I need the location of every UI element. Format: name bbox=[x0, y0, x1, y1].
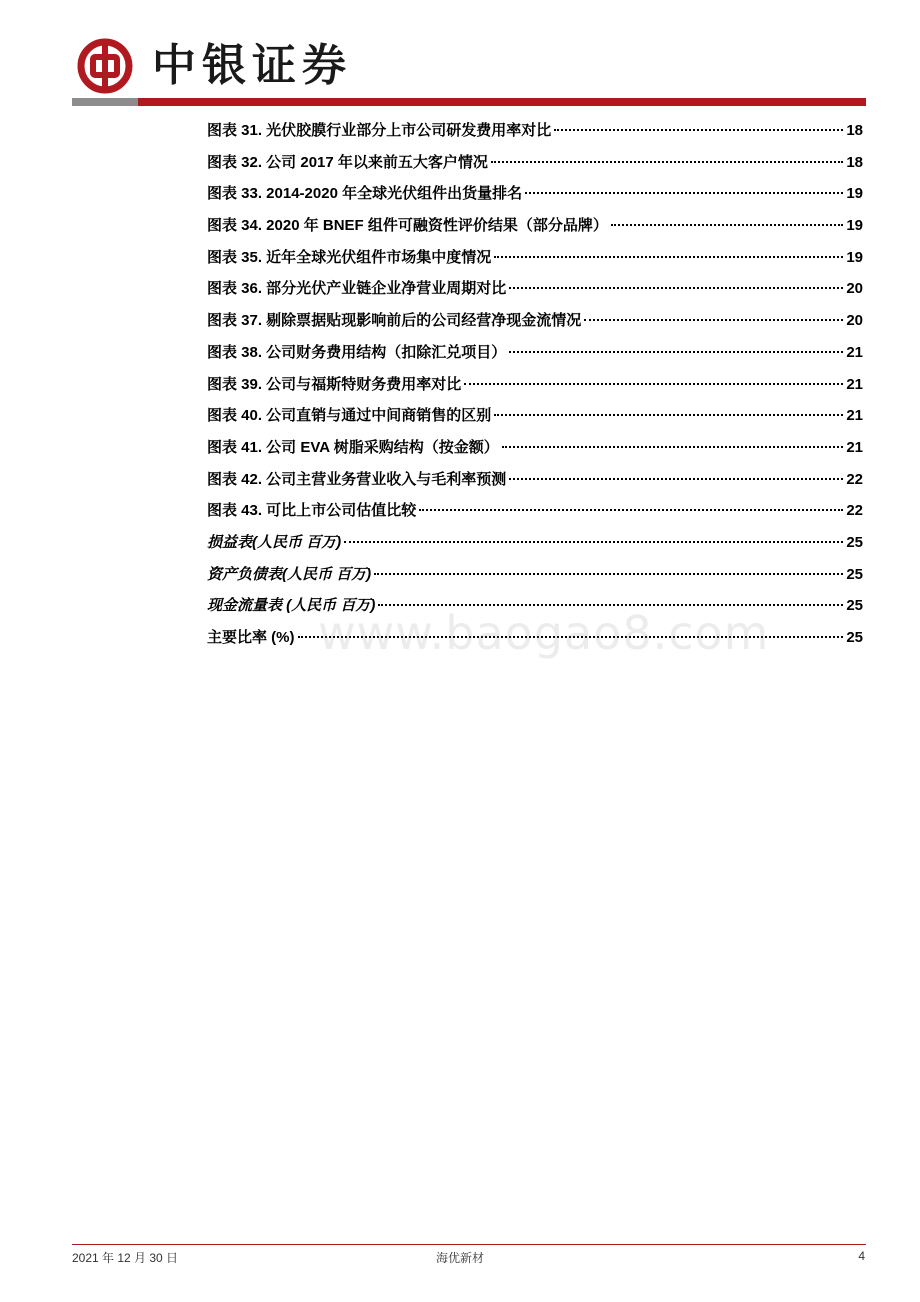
toc-entry-page: 20 bbox=[846, 312, 863, 330]
toc-entry-label: 图表 33. 2014-2020 年全球光伏组件出货量排名 bbox=[207, 185, 523, 203]
toc-entry-label: 图表 39. 公司与福斯特财务费用率对比 bbox=[207, 375, 462, 393]
toc-entry-label: 图表 34. 2020 年 BNEF 组件可融资性评价结果（部分品牌） bbox=[207, 217, 608, 235]
toc-entry-label: 主要比率 (%) bbox=[207, 629, 295, 646]
dot-leader bbox=[491, 161, 843, 163]
dot-leader bbox=[494, 256, 843, 258]
toc-entry-label: 图表 41. 公司 EVA 树脂采购结构（按金额） bbox=[207, 438, 499, 456]
toc-entry[interactable] bbox=[207, 147, 863, 179]
dot-leader bbox=[584, 319, 843, 321]
toc-entry-page: 22 bbox=[846, 470, 863, 488]
toc-entry-label: 图表 42. 公司主营业务营业收入与毛利率预测 bbox=[207, 470, 507, 488]
toc-entry-page: 21 bbox=[846, 407, 863, 425]
toc-entry[interactable] bbox=[207, 527, 863, 559]
toc-entry-page: 21 bbox=[846, 343, 863, 361]
toc-entry[interactable] bbox=[207, 464, 863, 496]
toc-entry-page: 18 bbox=[846, 153, 863, 171]
toc-entry-label: 资产负债表(人民币 百万) bbox=[207, 565, 372, 583]
toc-entry-page: 19 bbox=[846, 248, 863, 266]
toc-entry-label: 图表 37. 剔除票据贴现影响前后的公司经营净现金流情况 bbox=[207, 312, 582, 330]
toc-entry-page: 22 bbox=[846, 502, 863, 520]
dot-leader bbox=[509, 351, 843, 353]
toc-entry-page: 19 bbox=[846, 185, 863, 203]
dot-leader bbox=[509, 478, 843, 480]
toc-entry[interactable] bbox=[207, 273, 863, 305]
dot-leader bbox=[611, 224, 843, 226]
toc-entry[interactable] bbox=[207, 115, 863, 147]
brand-name: 中银证券 bbox=[152, 40, 352, 91]
toc-entry-page: 18 bbox=[846, 122, 863, 139]
footer-date: 2021 年 12 月 30 日 bbox=[72, 1251, 179, 1265]
header-rule-red bbox=[138, 98, 866, 106]
toc-entry-label: 图表 40. 公司直销与通过中间商销售的区别 bbox=[207, 407, 492, 425]
toc-entry-label: 图表 43. 可比上市公司估值比较 bbox=[207, 502, 417, 520]
toc-entry-page: 25 bbox=[846, 565, 863, 583]
dot-leader bbox=[494, 414, 843, 416]
toc-entry[interactable] bbox=[207, 242, 863, 274]
toc-entry-label: 损益表(人民币 百万) bbox=[207, 533, 342, 551]
dot-leader bbox=[419, 509, 843, 511]
dot-leader bbox=[344, 541, 843, 543]
toc-entry[interactable] bbox=[207, 495, 863, 527]
dot-leader bbox=[464, 383, 843, 385]
table-of-contents bbox=[207, 115, 863, 654]
toc-entry-label: 图表 38. 公司财务费用结构（扣除汇兑项目） bbox=[207, 343, 507, 361]
footer-company: 海优新材 bbox=[435, 1251, 484, 1265]
toc-entry-label: 图表 36. 部分光伏产业链企业净营业周期对比 bbox=[207, 280, 507, 298]
toc-entry[interactable] bbox=[207, 369, 863, 401]
toc-entry-page: 21 bbox=[846, 438, 863, 456]
dot-leader bbox=[374, 573, 843, 575]
toc-entry-page: 19 bbox=[846, 217, 863, 235]
toc-entry-label: 图表 31. 光伏胶膜行业部分上市公司研发费用率对比 bbox=[207, 122, 552, 139]
toc-entry[interactable] bbox=[207, 400, 863, 432]
watermark: www.baogao8.com bbox=[318, 606, 770, 660]
toc-entry-label: 现金流量表 (人民币 百万) bbox=[207, 597, 376, 615]
dot-leader bbox=[509, 287, 843, 289]
toc-entry[interactable] bbox=[207, 559, 863, 591]
bank-of-china-logo-icon bbox=[77, 38, 133, 94]
toc-entry[interactable] bbox=[207, 337, 863, 369]
footer-page-number: 4 bbox=[858, 1249, 865, 1263]
toc-entry[interactable] bbox=[207, 210, 863, 242]
toc-entry-page: 25 bbox=[846, 597, 863, 615]
toc-entry[interactable] bbox=[207, 432, 863, 464]
toc-entry-page: 25 bbox=[846, 533, 863, 551]
dot-leader bbox=[502, 446, 844, 448]
header-rule-gray bbox=[72, 98, 138, 106]
toc-entry-label: 图表 35. 近年全球光伏组件市场集中度情况 bbox=[207, 248, 492, 266]
toc-entry-label: 图表 32. 公司 2017 年以来前五大客户情况 bbox=[207, 153, 488, 171]
toc-entry[interactable] bbox=[207, 305, 863, 337]
footer-rule bbox=[72, 1244, 866, 1245]
toc-entry-page: 21 bbox=[846, 375, 863, 393]
page-header bbox=[72, 34, 872, 98]
toc-entry-page: 20 bbox=[846, 280, 863, 298]
dot-leader bbox=[525, 192, 843, 194]
toc-entry-page: 25 bbox=[846, 629, 863, 646]
toc-entry[interactable] bbox=[207, 178, 863, 210]
dot-leader bbox=[554, 129, 843, 131]
